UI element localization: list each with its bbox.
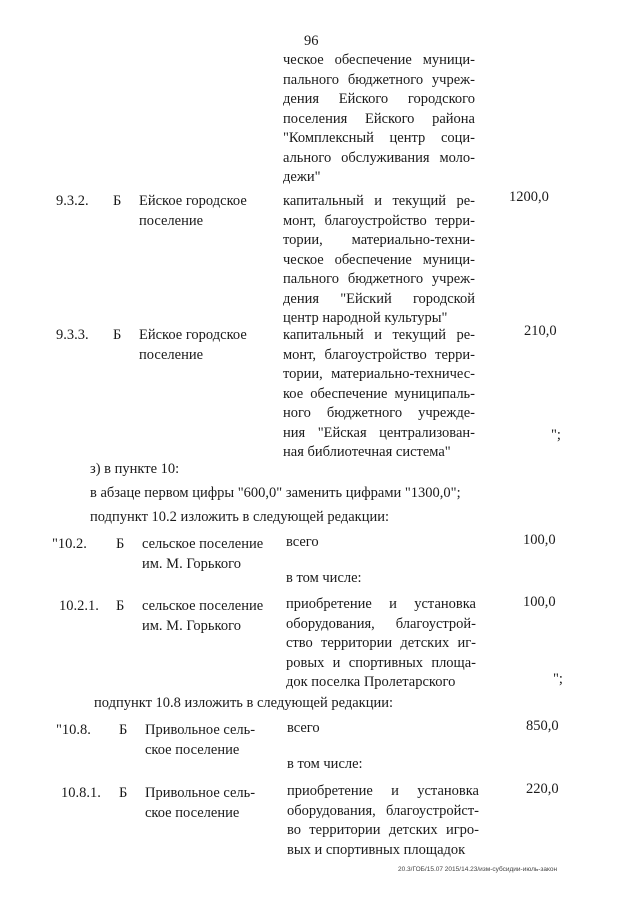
page-number: 96 — [304, 33, 319, 49]
desc-line: центр народной культуры" — [283, 310, 448, 326]
desc-line: капитальный и текущий ре- — [283, 327, 475, 343]
row-description — [283, 192, 475, 329]
desc-line: приобретение и установка — [287, 783, 479, 799]
row-entity — [142, 535, 263, 574]
row-amount: 100,0 — [523, 532, 556, 548]
entity-line: им. М. Горького — [142, 555, 241, 572]
entity-line: ское поселение — [145, 804, 240, 821]
desc-line: дения "Ейский городской — [283, 290, 475, 307]
entity-line: поселение — [139, 212, 204, 229]
row-description: всего — [287, 720, 320, 736]
desc-line: тории, материально-техничес- — [283, 366, 475, 382]
paragraph-10-2: подпункт 10.2 изложить в следующей редакции: — [90, 509, 390, 525]
row-description — [286, 595, 476, 693]
row-entity — [145, 721, 255, 760]
row-category: Б — [113, 193, 122, 209]
row-entity — [139, 192, 247, 231]
row-description — [287, 782, 479, 860]
desc-line: оборудования, благоустройст- — [287, 802, 479, 819]
desc-line: пального бюджетного учреж- — [283, 271, 475, 287]
row-category: Б — [116, 598, 125, 614]
closing-quote: "; — [551, 427, 561, 443]
entity-line: им. М. Горького — [142, 617, 241, 634]
desc-line: "Комплексный центр соци- — [283, 130, 475, 146]
row-number: 10.2.1. — [59, 598, 99, 614]
desc-line: вых и спортивных площадок — [287, 841, 466, 858]
desc-line: капитальный и текущий ре- — [283, 193, 475, 209]
entity-line: поселение — [139, 346, 204, 363]
desc-line: монт, благоустройство терри- — [283, 346, 475, 363]
desc-line: пального бюджетного учреж- — [283, 71, 475, 88]
desc-line: дения Ейского городского — [283, 91, 475, 107]
desc-line: ального обслуживания моло- — [283, 149, 475, 166]
desc-line: монт, благоустройство терри- — [283, 212, 475, 229]
desc-line: ного бюджетного учрежде- — [283, 405, 475, 421]
row-amount: 1200,0 — [509, 189, 549, 205]
row-category: Б — [116, 536, 125, 552]
in-total-label: в том числе: — [287, 756, 363, 772]
desc-line: ная библиотечная система" — [283, 444, 451, 460]
row-entity — [142, 597, 263, 636]
paragraph-10-8: подпункт 10.8 изложить в следующей редакции: — [94, 695, 394, 711]
row-category: Б — [119, 722, 128, 738]
desc-line: ровых и спортивных площа- — [286, 654, 476, 671]
desc-line: ческое обеспечение муници- — [283, 251, 475, 268]
entity-line: Ейское городское — [139, 193, 247, 209]
footer-file-path: 20.3/ГОБ/15.07 2015/14.23/изм-субсидии-июль-закон — [398, 866, 558, 873]
paragraph-abzac: в абзаце первом цифры "600,0" заменить цифрами "1300,0"; — [90, 485, 461, 501]
desc-line: поселения Ейского района — [283, 110, 475, 127]
row-number: 10.8.1. — [61, 785, 101, 801]
continuation-description — [283, 51, 475, 188]
row-entity — [145, 784, 255, 823]
entity-line: сельское поселение — [142, 598, 264, 614]
row-number: 9.3.2. — [56, 193, 89, 209]
entity-line: ское поселение — [145, 741, 240, 758]
entity-line: Ейское городское — [139, 327, 247, 343]
row-number: "10.8. — [56, 722, 91, 738]
entity-line: сельское поселение — [142, 536, 264, 552]
row-amount: 100,0 — [523, 594, 556, 610]
row-entity — [139, 326, 247, 365]
row-category: Б — [119, 785, 128, 801]
desc-line: приобретение и установка — [286, 596, 476, 612]
entity-line: Привольное сель- — [145, 722, 256, 738]
desc-line: ния "Ейская централизован- — [283, 424, 475, 441]
desc-line: ческое обеспечение муници- — [283, 52, 475, 68]
row-amount: 220,0 — [526, 781, 559, 797]
row-amount: 850,0 — [526, 718, 559, 734]
desc-line: оборудования, благоустрой- — [286, 615, 476, 632]
paragraph-z: з) в пункте 10: — [90, 461, 180, 477]
row-description: всего — [286, 534, 319, 550]
desc-line: док поселка Пролетарского — [286, 674, 456, 690]
row-number: "10.2. — [52, 536, 87, 552]
desc-line: кое обеспечение муниципаль- — [283, 385, 475, 402]
in-total-label: в том числе: — [286, 570, 362, 586]
row-number: 9.3.3. — [56, 327, 89, 343]
desc-line: дежи" — [283, 169, 321, 185]
row-amount: 210,0 — [524, 323, 557, 339]
entity-line: Привольное сель- — [145, 785, 256, 801]
row-description — [283, 326, 475, 463]
desc-line: ство территории детских иг- — [286, 635, 476, 651]
desc-line: тории, материально-техни- — [283, 232, 475, 248]
closing-quote: "; — [553, 671, 563, 687]
desc-line: во территории детских игро- — [287, 822, 479, 838]
row-category: Б — [113, 327, 122, 343]
